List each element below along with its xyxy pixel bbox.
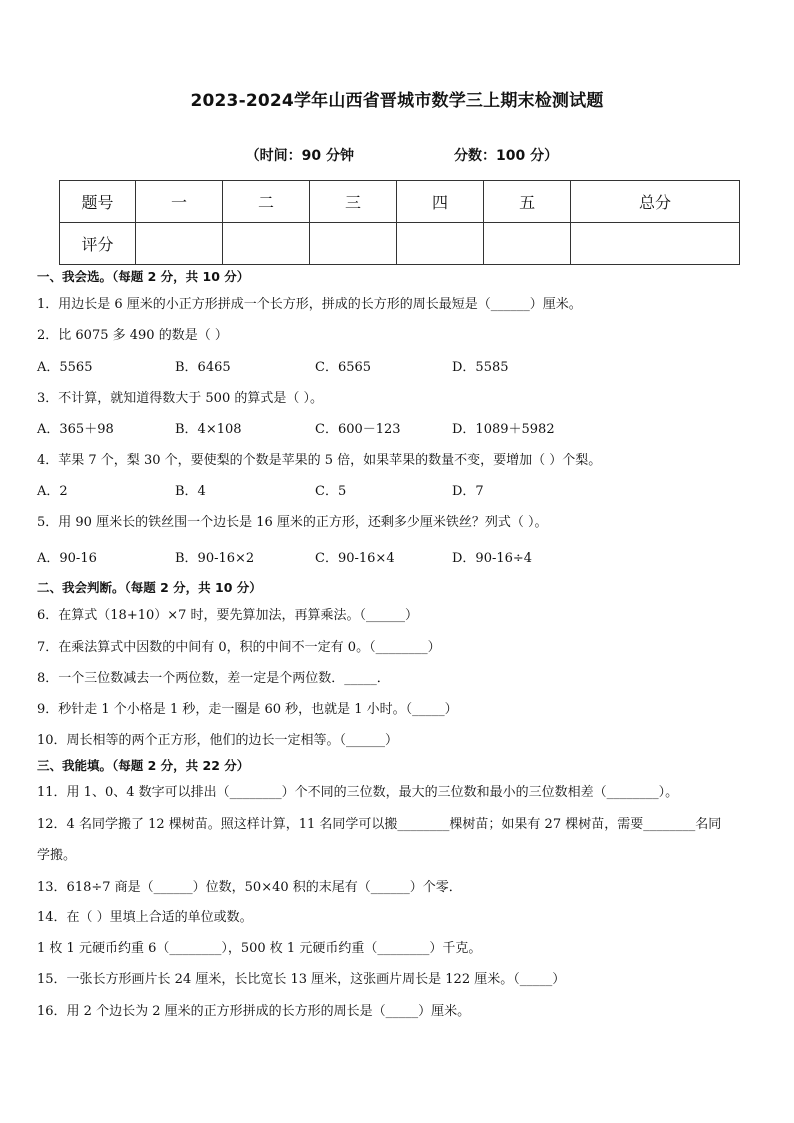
header-cell-total: 总分 xyxy=(571,181,740,223)
question-10: 10．周长相等的两个正方形，他们的边长一定相等。（______） xyxy=(37,733,399,748)
question-1: 1．用边长是 6 厘米的小正方形拼成一个长方形，拼成的长方形的周长最短是（______）厘米。 xyxy=(37,297,582,312)
score-cell[interactable] xyxy=(484,223,571,265)
exam-time: （时间：90 分钟 xyxy=(245,148,354,164)
option-c[interactable]: C．90-16×4 xyxy=(315,551,395,566)
question-14: 14．在（ ）里填上合适的单位或数。 xyxy=(37,910,253,925)
score-table-score-row xyxy=(60,223,740,265)
option-b[interactable]: B．4×108 xyxy=(175,422,242,437)
option-d[interactable]: D．5585 xyxy=(452,360,509,375)
option-d[interactable]: D．1089＋5982 xyxy=(452,422,555,437)
option-b[interactable]: B．4 xyxy=(175,484,206,499)
question-5-options xyxy=(37,547,757,565)
question-6: 6．在算式（18+10）×7 时，要先算加法，再算乘法。（______） xyxy=(37,608,419,623)
question-7: 7．在乘法算式中因数的中间有 0，积的中间不一定有 0。（________） xyxy=(37,640,441,655)
question-15: 15．一张长方形画片长 24 厘米，长比宽长 13 厘米，这张画片周长是 122 厘米。（_____） xyxy=(37,972,566,987)
option-d[interactable]: D．7 xyxy=(452,484,484,499)
score-cell[interactable] xyxy=(223,223,310,265)
question-3: 3．不计算，就知道得数大于 500 的算式是（ ）。 xyxy=(37,391,323,406)
question-12-continued: 学搬。 xyxy=(37,848,77,863)
score-cell[interactable] xyxy=(310,223,397,265)
option-a[interactable]: A．2 xyxy=(37,484,68,499)
header-cell-part-1: 一 xyxy=(136,181,223,223)
page-title: 2023-2024学年山西省晋城市数学三上期末检测试题 xyxy=(190,91,604,111)
header-cell-part-4: 四 xyxy=(397,181,484,223)
question-8: 8．一个三位数减去一个两位数，差一定是个两位数．_____． xyxy=(37,671,390,686)
option-a[interactable]: A．365＋98 xyxy=(37,422,114,437)
exam-info xyxy=(0,129,794,165)
question-16: 16．用 2 个边长为 2 厘米的正方形拼成的长方形的周长是（_____）厘米。 xyxy=(37,1004,471,1019)
score-cell[interactable] xyxy=(571,223,740,265)
question-4-options xyxy=(37,480,757,498)
option-b[interactable]: B．90-16×2 xyxy=(175,551,255,566)
question-3-options xyxy=(37,418,757,436)
section-heading-1: 一、我会选。（每题 2 分，共 10 分） xyxy=(37,269,250,284)
header-cell-part-2: 二 xyxy=(223,181,310,223)
option-d[interactable]: D．90-16÷4 xyxy=(452,551,533,566)
option-a[interactable]: A．5565 xyxy=(37,360,93,375)
score-table xyxy=(59,180,740,265)
section-heading-2: 二、我会判断。（每题 2 分，共 10 分） xyxy=(37,580,262,595)
exam-total-score: 分数：100 分） xyxy=(454,148,559,164)
question-5: 5．用 90 厘米长的铁丝围一个边长是 16 厘米的正方形，还剩多少厘米铁丝？列式（ ）。 xyxy=(37,515,548,530)
question-13: 13．618÷7 商是（______）位数，50×40 积的末尾有（______）个零． xyxy=(37,880,462,895)
option-a[interactable]: A．90-16 xyxy=(37,551,97,566)
score-cell[interactable] xyxy=(136,223,223,265)
header-cell-part-3: 三 xyxy=(310,181,397,223)
score-row-label: 评分 xyxy=(60,223,136,265)
question-11: 11．用 1、0、4 数字可以排出（________）个不同的三位数，最大的三位数和最小的三位数相差（________）。 xyxy=(37,785,679,800)
question-2: 2．比 6075 多 490 的数是（ ） xyxy=(37,328,228,343)
question-4: 4．苹果 7 个，梨 30 个，要使梨的个数是苹果的 5 倍，如果苹果的数量不变，要增加（ ）个梨。 xyxy=(37,453,602,468)
header-cell-question-number: 题号 xyxy=(60,181,136,223)
section-heading-3: 三、我能填。（每题 2 分，共 22 分） xyxy=(37,758,250,773)
question-14-subitem: 1 枚 1 元硬币约重 6（________），500 枚 1 元硬币约重（________）千克。 xyxy=(37,941,482,956)
question-2-options xyxy=(37,356,757,374)
option-c[interactable]: C．5 xyxy=(315,484,347,499)
option-c[interactable]: C．600－123 xyxy=(315,422,401,437)
header-cell-part-5: 五 xyxy=(484,181,571,223)
option-b[interactable]: B．6465 xyxy=(175,360,231,375)
score-table-header-row xyxy=(60,181,740,223)
question-9: 9．秒针走 1 个小格是 1 秒，走一圈是 60 秒，也就是 1 小时。（_____） xyxy=(37,702,458,717)
question-12: 12．4 名同学搬了 12 棵树苗。照这样计算，11 名同学可以搬________棵树苗；如果有 27 棵树苗，需要________名同 xyxy=(37,817,722,832)
score-cell[interactable] xyxy=(397,223,484,265)
option-c[interactable]: C．6565 xyxy=(315,360,372,375)
